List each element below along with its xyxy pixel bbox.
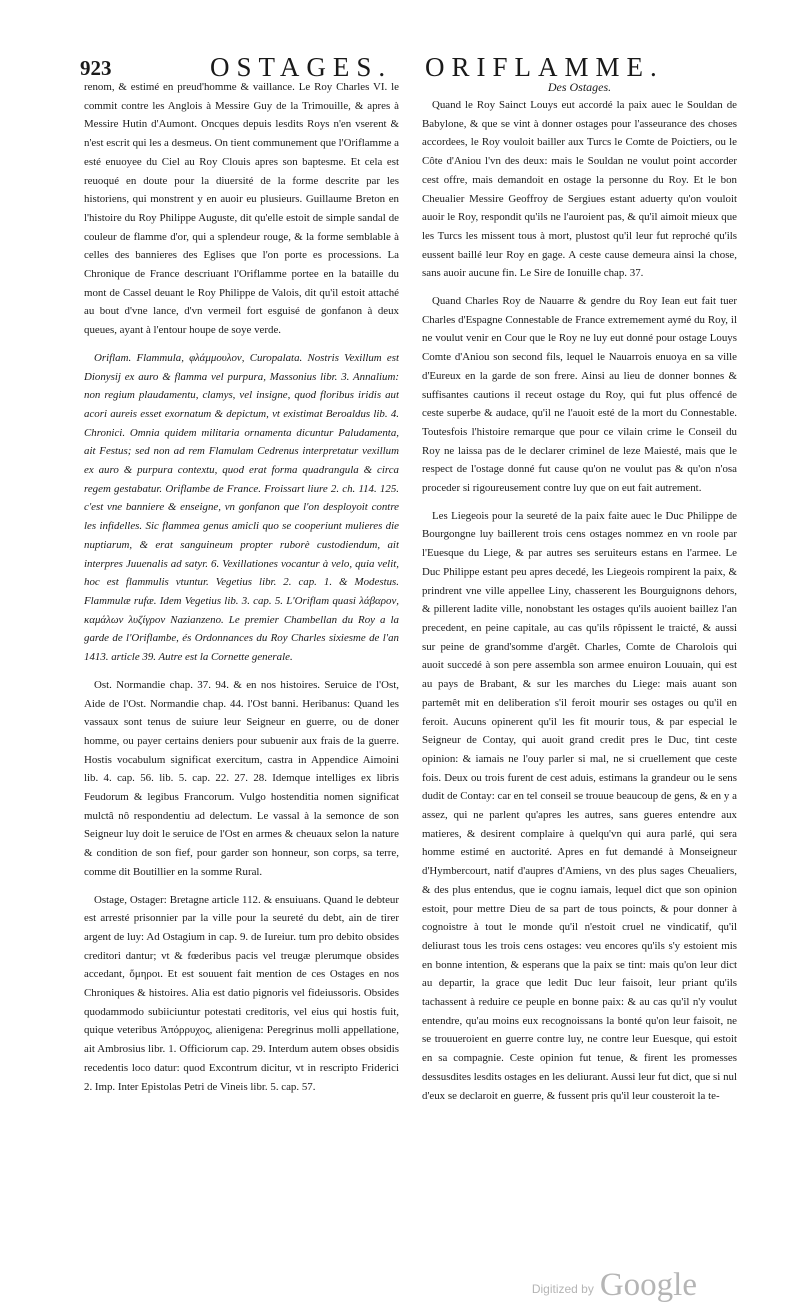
page-number: 923	[80, 56, 112, 80]
running-title-right: ORIFLAMME.	[425, 52, 664, 82]
left-column	[84, 78, 399, 1248]
section-subheading: Des Ostages.	[547, 80, 612, 94]
paragraph: renom, & estimé en preud'homme & vaillance. Le Roy Charles VI. le commit contre les Anglois à Messire Guy de la Trimouille, & apres à Messire Hutin d'Aumont. Oncques depuis lesdits Roys n'en vserent & n'est escrit qui les a desmeus. On tient communement que l'Oriflamme a esté enuoyee du Ciel au Roy Clouis apres son baptesme. Et cela est reuoqué en doute pour la diuersité de la forme descrite par les historiens, qui monstrent y en auoir eu plusieurs. Guillaume Breton en l'histoire du Roy Philippe Auguste, dit qu'elle estoit de simple sandal de couleur de flamme d'or, qui a splendeur rouge, & la forme semblable à celles des bannieres des Eglises que l'on porte es processions. La Chronique de France descriuant l'Oriflamme portee en la bataille du mont de Cassel deuant le Roy Philippe de Valois, dit qu'il estoit attaché au bout d'vne lance, d'vn vermeil fort esguisé de gonfanon à deux queues, ayant à l'entour houpe de soye verde.	[84, 81, 399, 337]
digitized-label: Digitized by	[531, 1282, 594, 1296]
paragraph: Les Liegeois pour la seureté de la paix faite auec le Duc Philippe de Bourgongne luy baillerent trois cens ostages nommez en vn roole par l'Euesque du Liege, & par autres ses seruiteurs estans en l'armee. Le Duc Philippe estant peu apres decedé, les Liegeois rompirent la paix, & prindrent vne ville appellee Liny, chasserent les Bourguignons dehors, & pillerent ladite ville, nonobstant les ostages qu'ils auoient baillez l'an precedent, en peine capitale, au cas qu'ils rôpissent le traicté, & aussi sur peine de grand'somme d'argêt. Charles, Comte de Charolois qui auoit succedé à son pere assembla son armee enuiron Louuain, qui est au pays de Brabant, & sur les marches du Liege: mais auant son partemêt mit en deliberation s'il feroit mourir ses ostages ou qu'il en feroit. Aucuns opinerent qu'il les fit mourir tous, & par especial le Seigneur de Contay, qui auoit grand credit pres le Duc, tint ceste opinion: & iamais ne l'ouy parler si mal, ne si cruellement que ceste fois. Deux ou trois furent de cest aduis, estimans la grandeur ou le sens dudit de Contay: car en tel conseil se trouue beaucoup de gens, & en y a assez, qui ne parlent qu'apres les autres, sans gueres entendre aux matieres, & desirent complaire à quelqu'vn qui aura parlé, qui sera homme estimé en auctorité. Apres en fut demandé à Monseigneur d'Hymbercourt, natif d'aupres d'Amiens, vn des plus sages Cheualiers, & des plus entendus, que ie cognu iamais, lequel dict que son opinion estoit, pour mettre Dieu de sa part de tous poincts, & pour donner à cognoistre à tout le monde qu'il n'estoit cruel ne vindicatif, qu'il deliurast tous les trois cens ostages: veu encores qu'ils s'y estoient mis en bonne intention, & esperans que la paix se tint: mais qu'on leur dict au departir, la grace que ledit Duc leur faisoit, leur priant qu'ils tachassent à reduire ce peuple en bonne paix: & au cas qu'il n'y voulut entendre, qu'au moins eux recognoissans la bonté qu'on leur faisoit, ne se trouueroient en guerre contre luy, ne contre leur Euesque, qui estoit en sa compagnie. Ceste opinion fut tenue, & firent les promesses dessusdites lesdits ostages en les deliurant. Aussi leur fut dict, que si nul d'eux se declaroit en guerre, & fussent pris qu'il leur cousteroit la te-	[422, 509, 737, 1102]
running-title-left: OSTAGES.	[210, 52, 393, 82]
paragraph: Quand Charles Roy de Nauarre & gendre du Roy Iean eut fait tuer Charles d'Espagne Connestable de France extremement aymé du Roy, il ne voulut venir en Cour que le Roy ne luy eut donné pour ostage Louys Comte d'Aniou son second fils, lequel le Nauarrois enuoya en sa ville d'Eureux en la garde de son frere. Ainsi au lieu de donner bonnes & suffisantes cautions il receut ostage du Roy, qui fut plus offencé de ceste superbe & audace, qu'il ne l'auoit esté de la mort du Connestable. Toutesfois l'histoire remarque que pour ce vilain crime le Conseil du Roy ne laissa pas de le declarer criminel de leze Maiesté, mais que le respect de l'ostage donné fut cause qu'on ne voulut pas & qu'on n'osa proceder si rigoureusement contre luy que on eut fait autrement.	[422, 295, 737, 495]
right-column	[422, 78, 737, 1208]
paragraph: Quand le Roy Sainct Louys eut accordé la paix auec le Souldan de Babylone, & que se vint à donner ostages pour l'asseurance des choses accordees, le Roy vouloit bailler aux Turcs le Comte de Poictiers, ou le Côte d'Aniou l'vn des deux: mais le Souldan ne voulut point accorder cest offre, mais demandoit en ostage la personne du Roy. Et le bon Cheualier Messire Geoffroy de Sergiues estant aduerty qu'on vouloit auoir le Roy, respondit qu'ils ne l'auroient pas, & qu'il aimoit mieux que les Turcs les missent tous à mort, plustost qu'il leur fut reproché qu'ils eussent baillé leur Roy en gage. A ceste cause demeura ainsi la chose, sans auoir aucune fin. Le Sire de Ionuille chap. 37.	[422, 99, 737, 280]
paragraph: Ostage, Ostager: Bretagne article 112. & ensuiuans. Quand le debteur est arresté prisonnier par la ville pour la seureté du debt, ain de tirer argent de luy: Ad Ostagium in cap. 9. de Iureiur. tum pro debito obsides creditori dantur; vt & fœderibus pacis vel treugæ plerumque obsides accedant, ὅμηροι. Et est souuent fait mention de ces Ostages en nos Chroniques & histoires. Alia est datio pignoris vel fideiussoris. Obsides quodammodo subiiciuntur potestati creditoris, vel eius qui hostis fuit, quique veteribus Ἀπόρρυχος, alienigena: Peregrinus molli appellatione, ait Ambrosius libr. 1. Officiorum cap. 29. Interdum autem obses obsidis recedentis loco datur: quod Excontrum dicitur, vt in rescripto Friderici 2. Imp. Inter Epistolas Petri de Vineis libr. 5. cap. 57.	[84, 893, 399, 1093]
paragraph: Ost. Normandie chap. 37. 94. & en nos histoires. Seruice de l'Ost, Aide de l'Ost. Normandie chap. 44. l'Ost banni. Heribanus: Quand les vassaux sont tenus de suiure leur Seigneur en guerre, ou de doner homme, ou payer certains deniers pour subuenir aux frais de la guerre. Hostis vocabulum significat exercitum, castra in Appendice Aimoini lib. 4. cap. 56. lib. 5. cap. 22. 27. 28. Idemque intelliges ex libris Feudorum & legibus Francorum. Vulgo hostenditia nomen significat mulctâ nô respondentiu ad delectum. Le vassal à la semonce de son Seigneur luy doit le seruice de l'Ost en armes & cheuaux selon la nature & condition de son fief, pour garder son honneur, son corps, sa terre, comme dit Boutillier en la somme Rural.	[84, 678, 399, 878]
digitized-watermark	[532, 1262, 697, 1302]
paragraph: Oriflam. Flammula, φλάμμουλον, Curopalata. Nostris Vexillum est Dionysij ex auro & flamma vel purpura, Massonius libr. 3. Annalium: non regium plaudamentu, clamys, vel insigne, quod floribus iridis aut acori aureis esset exornatum & depictum, vt existimat Beroaldus lib. 4. Chronici. Omnia quidem militaria ornamenta dicuntur Paludamenta, ait Festus; sed non ad rem Flamulam Cedrenus interpretatur vexillum ex auro & purpura contextu, quod erat forma quadrangula & circa regem gestabatur. Oriflambe de France. Froissart liure 2. ch. 114. 125. c'est vne banniere & enseigne, vn gonfanon que l'on desployoit contre les infidelles. Sic flammea genus amicli quo se cooperiunt mulieres die nuptiarum, & erat sanguineum propter ruborè custodiendum, ait interpres Juuenalis ad satyr. 6. Vexillationes vocantur à velo, quia velit, hoc est flammulis vtuntur. Vegetius libr. 2. cap. 1. & Modestus. Flammulæ rufæ. Idem Vegetius lib. 3. cap. 5. L'Oriflam quasi λάβαρον, καμάλων λυζίγρον Nazianzeno. Le premier Chambellan du Roy a la garde de l'Oriflambe, és Ordonnances du Roy Charles sixiesme de l'an 1413. article 39. Autre est la Cornette generale.	[84, 351, 399, 664]
google-logo: Google	[599, 1267, 697, 1303]
